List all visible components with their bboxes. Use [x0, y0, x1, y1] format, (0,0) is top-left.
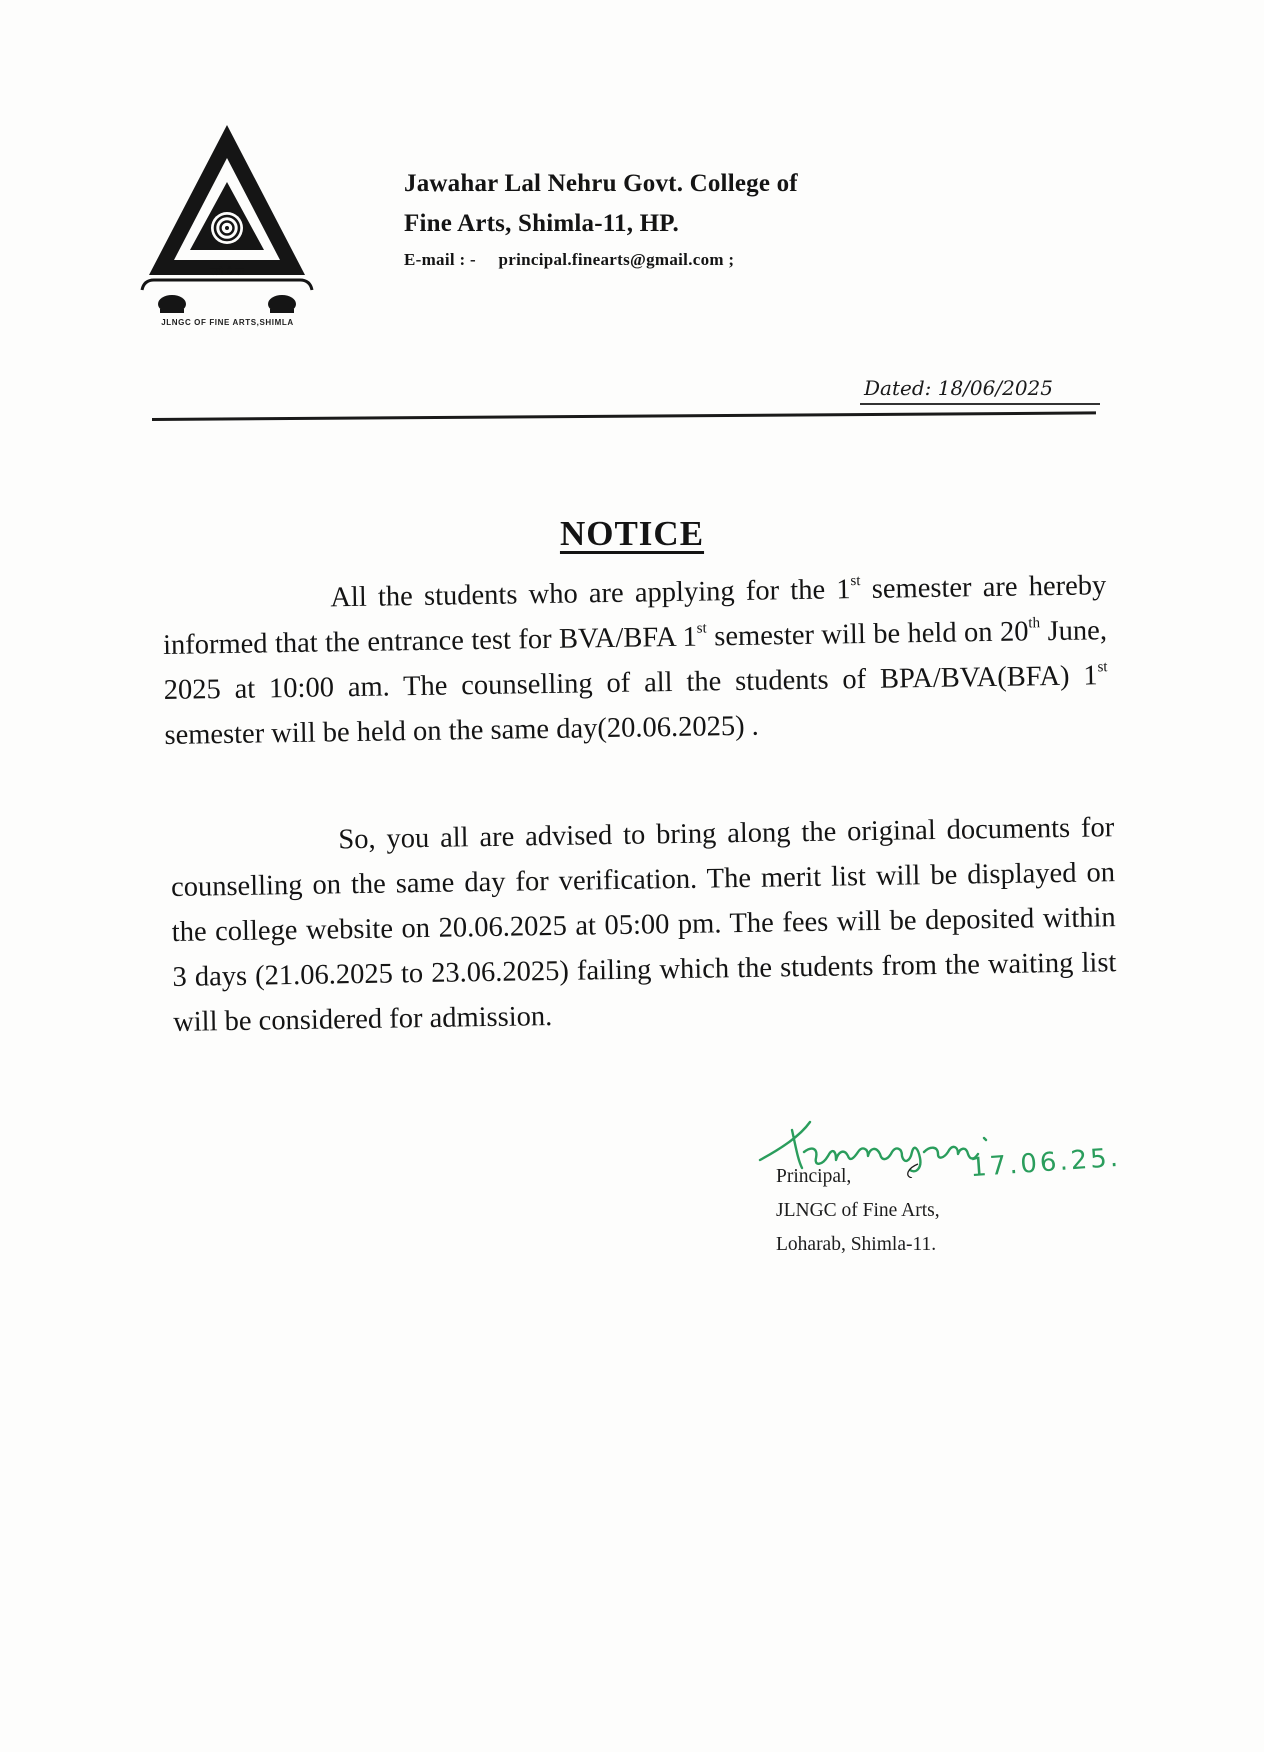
logo-caption: JLNGC OF FINE ARTS,SHIMLA — [161, 318, 294, 327]
paragraph-2-text: So, you all are advised to bring along the original documents for counselling on the same day for verification. The merit list will be displayed on the college website on 20.06.2025 at 05:00 pm. The fees will be deposited within 3 days (21.06.2025 to 23.06.2025) failing which the students from the waiting list will be considered for admission. — [170, 812, 1117, 1038]
notice-paragraph-2 — [170, 805, 1117, 1045]
signatory-block — [776, 1160, 940, 1262]
college-name-line1: Jawahar Lal Nehru Govt. College of — [404, 170, 798, 197]
signatory-designation: Principal, — [776, 1166, 852, 1187]
notice-date — [864, 376, 1053, 400]
notice-title: NOTICE — [559, 514, 705, 553]
college-name-line2: Fine Arts, Shimla-11, HP. — [404, 210, 679, 237]
college-logo — [140, 120, 315, 335]
email-label: E-mail : - — [404, 250, 476, 269]
header-divider — [152, 411, 1096, 421]
letterhead — [404, 164, 924, 270]
date-label: Dated: — [864, 376, 932, 400]
date-value: 18/06/2025 — [937, 376, 1054, 400]
date-underline — [860, 403, 1100, 405]
notice-paragraph-1: All the students who are applying for the 1st semester are hereby informed that the entrance test for BVA/BFA 1st semester will be held on 20th June, 2025 at 10:00 am. The counselling of all the students of BPA/BVA(BFA) 1st semester will be held on the same day(20.06.2025) . — [162, 570, 1108, 751]
logo-motto: रसो वै सः — [209, 267, 245, 278]
triangle-emblem-icon — [140, 120, 315, 320]
signatory-address: Loharab, Shimla-11. — [776, 1234, 937, 1255]
email-address: principal.finearts@gmail.com ; — [498, 250, 735, 269]
signatory-institution: JLNGC of Fine Arts, — [776, 1200, 940, 1221]
signature-date: 17.06.25. — [969, 1142, 1122, 1184]
email-line — [404, 250, 924, 270]
